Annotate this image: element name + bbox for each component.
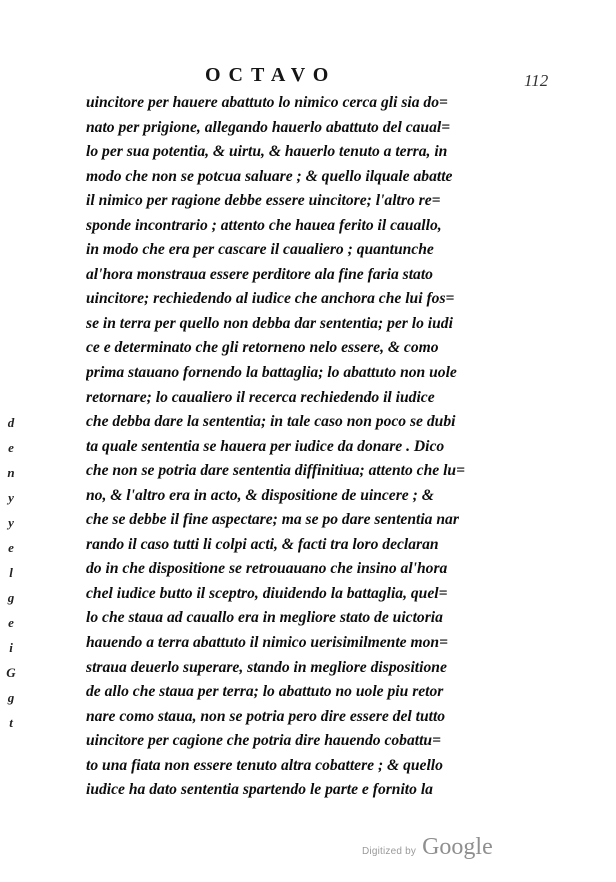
page-number: 112 bbox=[524, 71, 549, 90]
text-line: do in che dispositione se retrouauano che insino al'hora bbox=[86, 560, 448, 578]
text-line: retornare; lo caualiero il recerca rechiedendo il iudice bbox=[86, 388, 435, 406]
text-line: ta quale sententia se hauera per iudice da donare . Dico bbox=[86, 437, 445, 455]
edge-char: e bbox=[8, 440, 14, 455]
edge-char: e bbox=[8, 540, 14, 555]
text-line: iudice ha dato sententia spartendo le parte e fornito la bbox=[86, 781, 433, 799]
text-line: uincitore per cagione che potria dire hauendo cobattu= bbox=[86, 732, 441, 750]
text-line: se in terra per quello non debba dar sententia; per lo iudi bbox=[86, 314, 453, 332]
google-logo: Google bbox=[422, 834, 493, 860]
edge-char: i bbox=[9, 640, 13, 655]
watermark-prefix: Digitized by bbox=[362, 846, 417, 857]
text-line: no, & l'altro era in acto, & dispositione de uincere ; & bbox=[86, 486, 434, 504]
text-line: lo per sua potentia, & uirtu, & hauerlo tenuto a terra, in bbox=[86, 143, 448, 161]
edge-char: t bbox=[9, 715, 13, 730]
text-line: che debba dare la sententia; in tale caso non poco se dubi bbox=[86, 413, 456, 431]
running-head: OCTAVO bbox=[205, 64, 337, 86]
digitized-by-google-watermark bbox=[362, 834, 493, 861]
text-line: al'hora monstraua essere perditore ala fine faria stato bbox=[86, 265, 433, 283]
text-line: in modo che era per cascare il caualiero ; quantunche bbox=[86, 241, 434, 259]
edge-char: G bbox=[6, 665, 16, 680]
text-line: uincitore; rechiedendo al iudice che anchora che lui fos= bbox=[86, 290, 455, 308]
edge-char: g bbox=[7, 690, 15, 705]
text-line: che non se potria dare sententia diffinitiua; attento che lu= bbox=[86, 462, 465, 480]
text-line: prima stauano fornendo la battaglia; lo abattuto non uole bbox=[86, 364, 457, 382]
text-line: rando il caso tutti li colpi acti, & facti tra loro declaran bbox=[86, 535, 439, 553]
text-line: che se debbe il fine aspectare; ma se po dare sententia nar bbox=[86, 511, 459, 529]
edge-char: y bbox=[8, 515, 14, 530]
text-line: modo che non se potcua saluare ; & quello ilquale abatte bbox=[86, 167, 453, 185]
text-line: nato per prigione, allegando hauerlo abattuto del caual= bbox=[86, 118, 451, 136]
text-line: lo che staua ad cauallo era in megliore stato de uictoria bbox=[86, 609, 443, 627]
text-line: ce e determinato che gli retorneno nelo essere, & como bbox=[86, 339, 439, 357]
text-line: il nimico per ragione debbe essere uincitore; l'altro re= bbox=[86, 192, 441, 210]
edge-char: d bbox=[7, 415, 15, 430]
text-line: nare como staua, non se potria pero dire essere del tutto bbox=[86, 707, 446, 725]
text-line: de allo che staua per terra; lo abattuto no uole piu retor bbox=[86, 683, 444, 701]
edge-char: y bbox=[8, 490, 14, 505]
body-text bbox=[86, 91, 472, 803]
facing-page-edge-text bbox=[4, 410, 18, 735]
text-line: straua deuerlo superare, stando in megliore dispositione bbox=[86, 658, 447, 676]
edge-char: e bbox=[8, 615, 14, 630]
text-line: hauendo a terra abattuto il nimico uerisimilmente mon= bbox=[86, 634, 448, 652]
text-line: to una fiata non essere tenuto altra cobattere ; & quello bbox=[86, 756, 443, 774]
edge-char: n bbox=[7, 465, 15, 480]
edge-char: l bbox=[9, 565, 13, 580]
text-line: sponde incontrario ; attento che hauea ferito il cauallo, bbox=[86, 216, 442, 234]
text-line: chel iudice butto il sceptro, diuidendo la battaglia, quel= bbox=[86, 584, 448, 602]
edge-char: g bbox=[7, 590, 15, 605]
text-line: uincitore per hauere abattuto lo nimico cerca gli sia do= bbox=[86, 94, 448, 111]
